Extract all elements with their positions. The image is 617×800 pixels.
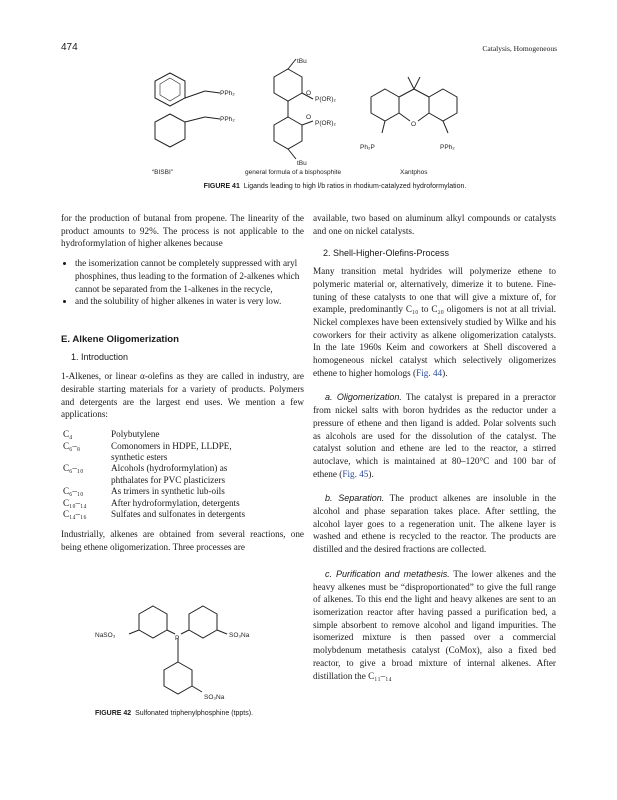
table-row	[63, 463, 245, 474]
right-paragraph-2-text: Many transition metal hydrides will polymerize ethene to polymeric material or, alternatively, dimerize it to butene. Fine-tuning of these catalysts to one that will give a mixture of, for example, predominantly C₁₀ to C₂₀ oligomers is not at all trivial. Nickel complexes have been extensively studied by Wilke and his coworkers for their activity as alkene oligomerization catalysts. In the late 1960s Keim and coworkers at Shell discovered a homogeneous nickel catalyst which selectively oligomerizes ethene to higher homologs (	[313, 266, 556, 378]
figure-42-structure	[95, 600, 270, 708]
carbon-range: C₆–₁₀	[63, 463, 84, 474]
carbon-range: C₁₄–₁₆	[63, 508, 87, 519]
table-row	[63, 452, 245, 463]
purification-paragraph	[313, 568, 556, 682]
label-tbu-top: tBu	[297, 58, 307, 65]
bisphosphite-ring-top	[274, 69, 302, 101]
label-naso3: NaSO₃	[95, 632, 116, 639]
application: Alcohols (hydroformylation) as	[111, 463, 228, 474]
carbon-range: C₆–₈	[63, 440, 81, 451]
fig-44-link[interactable]: Fig. 44	[416, 367, 443, 378]
compound-name-bisbi: “BISBI”	[152, 169, 173, 176]
oligomerization-paragraph	[313, 391, 556, 480]
label-pph2-bottom: PPh₂	[220, 116, 235, 123]
figure-42-caption-text: Sulfonated triphenylphosphine (tppts).	[135, 710, 253, 717]
figure-42-caption	[95, 710, 295, 717]
left-paragraph-2: 1-Alkenes, or linear α-olefins as they are called in industry, are desirable starting materials for a variety of products. Polymers and detergents are the largest end uses. We mention a few applications:	[61, 371, 304, 420]
figure-42-label: FIGURE 42	[95, 710, 132, 717]
runin-heading-oligomerization: a. Oligomerization.	[325, 392, 402, 403]
right-paragraph-2-end: ).	[442, 367, 448, 378]
running-head: Catalysis, Homogeneous	[482, 44, 557, 53]
table-row	[63, 429, 245, 440]
limitation-item: • the isomerization cannot be completely suppressed with aryl phosphines, thus leading to the formation of 2-alkenes which cannot be separated from the 1-alkenes in the recycle,	[75, 257, 304, 295]
table-row	[63, 486, 245, 497]
tppts-ring-left	[139, 606, 167, 638]
right-paragraph-1: available, two based on aluminum alkyl compounds or catalysts and one on nickel catalysts.	[313, 213, 556, 236]
label-o-top: O	[306, 90, 312, 97]
separation-paragraph	[313, 492, 556, 556]
figure-41-structures	[120, 55, 520, 180]
subsection-heading-shop: 2. Shell-Higher-Olefins-Process	[323, 248, 450, 259]
label-so3na-bottom: SO₃Na	[204, 694, 225, 701]
table-row	[63, 475, 245, 486]
application: As trimers in synthetic lub-oils	[111, 486, 225, 497]
limitation-item: • and the solubility of higher alkenes in water is very low.	[75, 295, 304, 308]
application: After hydroformylation, detergents	[111, 497, 240, 508]
carbon-range: C₁₀–₁₄	[63, 497, 87, 508]
tppts-ring-right	[189, 606, 217, 638]
label-o-mid: O	[306, 114, 312, 121]
left-paragraph-3: Industrially, alkenes are obtained from several reactions, one being ethene oligomerization. Three processes are	[61, 529, 304, 553]
label-por2-mid: P(OR)₂	[315, 120, 336, 127]
table-row	[63, 441, 245, 452]
application-continued: phthalates for PVC plasticizers	[111, 474, 226, 485]
applications-table	[63, 429, 245, 520]
xantphos-ring-right	[429, 89, 457, 121]
right-paragraph-2	[313, 265, 556, 379]
bisphosphite-ring-bottom	[274, 117, 302, 149]
fig-45-link[interactable]: Fig. 45	[342, 468, 369, 479]
label-pph2-top: PPh₂	[220, 90, 235, 97]
page-number: 474	[61, 42, 78, 53]
limitations-list	[61, 257, 304, 308]
left-paragraph-1: for the production of butanal from propene. The linearity of the product amounts to 92%. The process is not applicable to the hydroformylation of higher alkenes because	[61, 213, 304, 249]
application: Polybutylene	[111, 429, 160, 440]
oligomerization-text: The catalyst is prepared in a preractor from nickel salts with boron hydrides as the reductor under a pressure of ethene and then ligand is added. Polar solvents such as alcohols are used for the dissolution of the catalyst. The catalyst solution and ethene are led to the reactor, a stirred autoclave, which is maintained at 80–120°C and 100 bar of ethene (	[313, 392, 556, 479]
label-o-xantphos: O	[411, 121, 417, 128]
xantphos-ring-left	[371, 89, 399, 121]
section-heading-e: E. Alkene Oligomerization	[61, 333, 179, 345]
application-continued: synthetic esters	[111, 451, 168, 462]
label-p: P	[175, 635, 180, 642]
carbon-range: C₆–₁₀	[63, 486, 84, 497]
figure-41-label: FIGURE 41	[203, 183, 240, 190]
compound-name-bisphosphite: general formula of a bisphosphite	[245, 169, 342, 176]
application: Comonomers in HDPE, LLDPE,	[111, 440, 232, 451]
label-pph2-xantphos: PPh₂	[440, 144, 455, 151]
application: Sulfates and sulfonates in detergents	[111, 508, 246, 519]
label-tbu-bottom: tBu	[297, 160, 307, 167]
label-por2-top: P(OR)₂	[315, 96, 336, 103]
left-column	[61, 212, 304, 554]
table-row	[63, 509, 245, 520]
figure-41-caption-text: Ligands leading to high l/b ratios in rhodium-catalyzed hydroformylation.	[243, 183, 467, 190]
carbon-range: C₄	[63, 429, 73, 440]
compound-name-xantphos: Xantphos	[400, 169, 428, 176]
right-column	[313, 212, 556, 682]
oligomerization-end: ).	[368, 468, 374, 479]
purification-text: The lower alkenes and the heavy alkenes must be “disproportionated” to give the full range of alkenes. To this end the light and heavy alkenes are sent to an isomerization reactor after having passed a purification bed, a simple absorbent to remove alcohol and ligand impurities. The isomerized mixture is then passed over a commercial molybdenum metathesis catalyst (CoMox), also a fixed bed reactor, to give a broad mixture of internal alkenes. After distillation the C₁₁–₁₄	[313, 568, 556, 681]
bisbi-ring-bottom	[155, 114, 185, 147]
runin-heading-separation: b. Separation.	[325, 493, 385, 504]
table-row	[63, 498, 245, 509]
label-ph2p-xantphos: Ph₂P	[360, 144, 375, 151]
subsection-heading-introduction: 1. Introduction	[71, 351, 129, 362]
separation-text: The product alkenes are insoluble in the alcohol and phase separation takes place. After settling, the alcohol layer goes to a regeneration unit. The alkene layer is washed and ethene is recycled to the reactor. The products are distilled and the desired fractions are collected.	[313, 493, 556, 555]
figure-41-caption	[150, 183, 520, 190]
tppts-ring-bottom	[164, 662, 192, 694]
runin-heading-purification: c. Purification and metathesis.	[325, 568, 450, 579]
label-so3na-right: SO₃Na	[229, 632, 250, 639]
